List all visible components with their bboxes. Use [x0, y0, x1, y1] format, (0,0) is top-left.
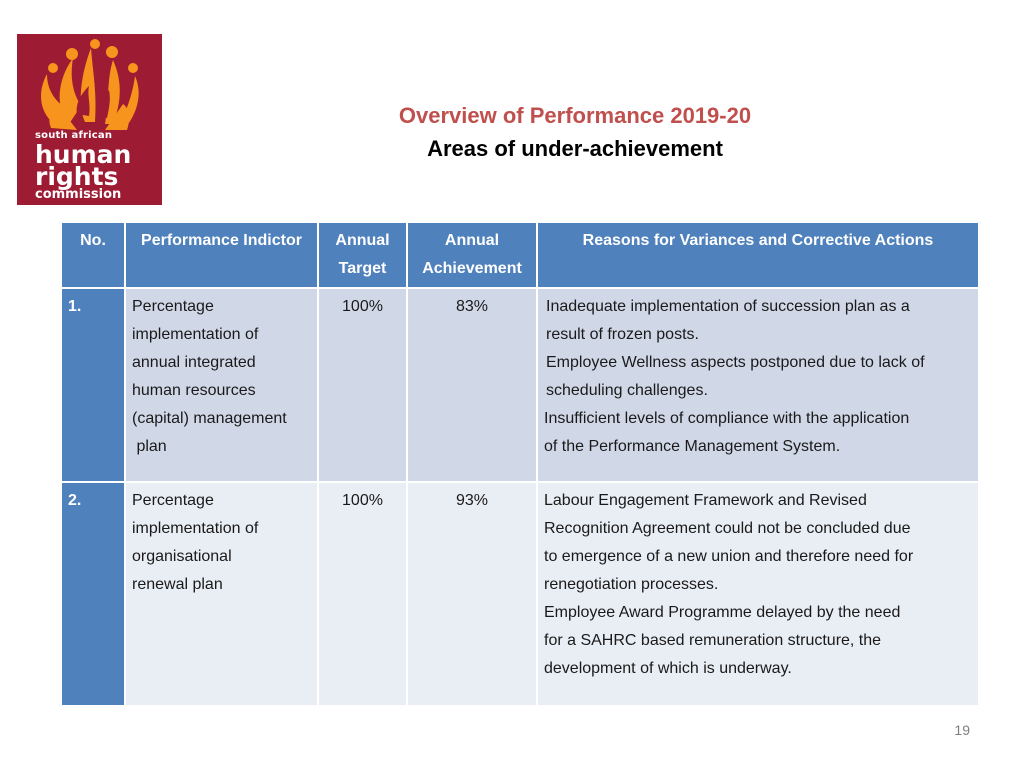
reason-line: Insufficient levels of compliance with the application: [544, 410, 910, 427]
reason-line: Recognition Agreement could not be concluded due: [544, 520, 911, 537]
target-cell: 100%: [318, 482, 407, 706]
target-cell: 100%: [318, 288, 407, 482]
logo-text-line2: human: [35, 140, 132, 169]
header-target: [318, 222, 407, 288]
page-number: 19: [954, 722, 970, 738]
header-achievement-line2: Achievement: [422, 260, 522, 277]
slide-title: Overview of Performance 2019-20: [398, 103, 752, 128]
table-header-row: [61, 222, 979, 288]
reasons-cell: [537, 288, 979, 482]
logo-text-line1: south african: [35, 130, 113, 141]
indicator-cell: [125, 482, 318, 706]
indicator-line: human resources: [132, 382, 256, 399]
indicator-line: Percentage: [132, 492, 214, 509]
reason-line: result of frozen posts.: [546, 326, 699, 343]
reason-line: to emergence of a new union and therefore need for: [544, 548, 914, 565]
indicator-line: plan: [132, 438, 167, 455]
reason-line: Employee Wellness aspects postponed due to lack of: [546, 354, 925, 371]
reason-line: Labour Engagement Framework and Revised: [544, 492, 867, 509]
table-row: [61, 288, 979, 482]
indicator-line: Percentage: [132, 298, 214, 315]
reasons-cell: [537, 482, 979, 706]
header-no: No.: [61, 222, 125, 288]
sahrc-logo: [17, 34, 162, 205]
header-achievement: [407, 222, 537, 288]
reason-line: for a SAHRC based remuneration structure, the: [544, 632, 882, 649]
logo-text: [35, 131, 150, 201]
header-target-line1: Annual: [335, 232, 390, 249]
reason-line: development of which is underway.: [544, 660, 792, 677]
indicator-line: organisational: [132, 548, 232, 565]
reason-line: renegotiation processes.: [544, 576, 719, 593]
indicator-cell: [125, 288, 318, 482]
reason-line: Employee Award Programme delayed by the need: [544, 604, 901, 621]
slide-heading: [330, 100, 820, 166]
header-indicator: Performance Indictor: [125, 222, 318, 288]
achievement-cell: 83%: [407, 288, 537, 482]
reason-line: Inadequate implementation of succession plan as a: [546, 298, 910, 315]
indicator-line: annual integrated: [132, 354, 256, 371]
achievement-cell: 93%: [407, 482, 537, 706]
row-number: 2.: [61, 482, 125, 706]
header-target-line2: Target: [338, 260, 387, 277]
row-number: 1.: [61, 288, 125, 482]
performance-table: [60, 221, 980, 707]
table-row: [61, 482, 979, 706]
indicator-line: implementation of: [132, 520, 259, 537]
reason-line: scheduling challenges.: [546, 382, 708, 399]
logo-text-line4: commission: [35, 187, 122, 202]
slide-subtitle: Areas of under-achievement: [427, 136, 723, 161]
header-achievement-line1: Annual: [444, 232, 500, 249]
indicator-line: (capital) management: [132, 410, 287, 427]
reason-line: of the Performance Management System.: [544, 438, 841, 455]
logo-text-line3: rights: [35, 162, 119, 191]
header-reasons: Reasons for Variances and Corrective Actions: [537, 222, 979, 288]
indicator-line: implementation of: [132, 326, 259, 343]
indicator-line: renewal plan: [132, 576, 223, 593]
